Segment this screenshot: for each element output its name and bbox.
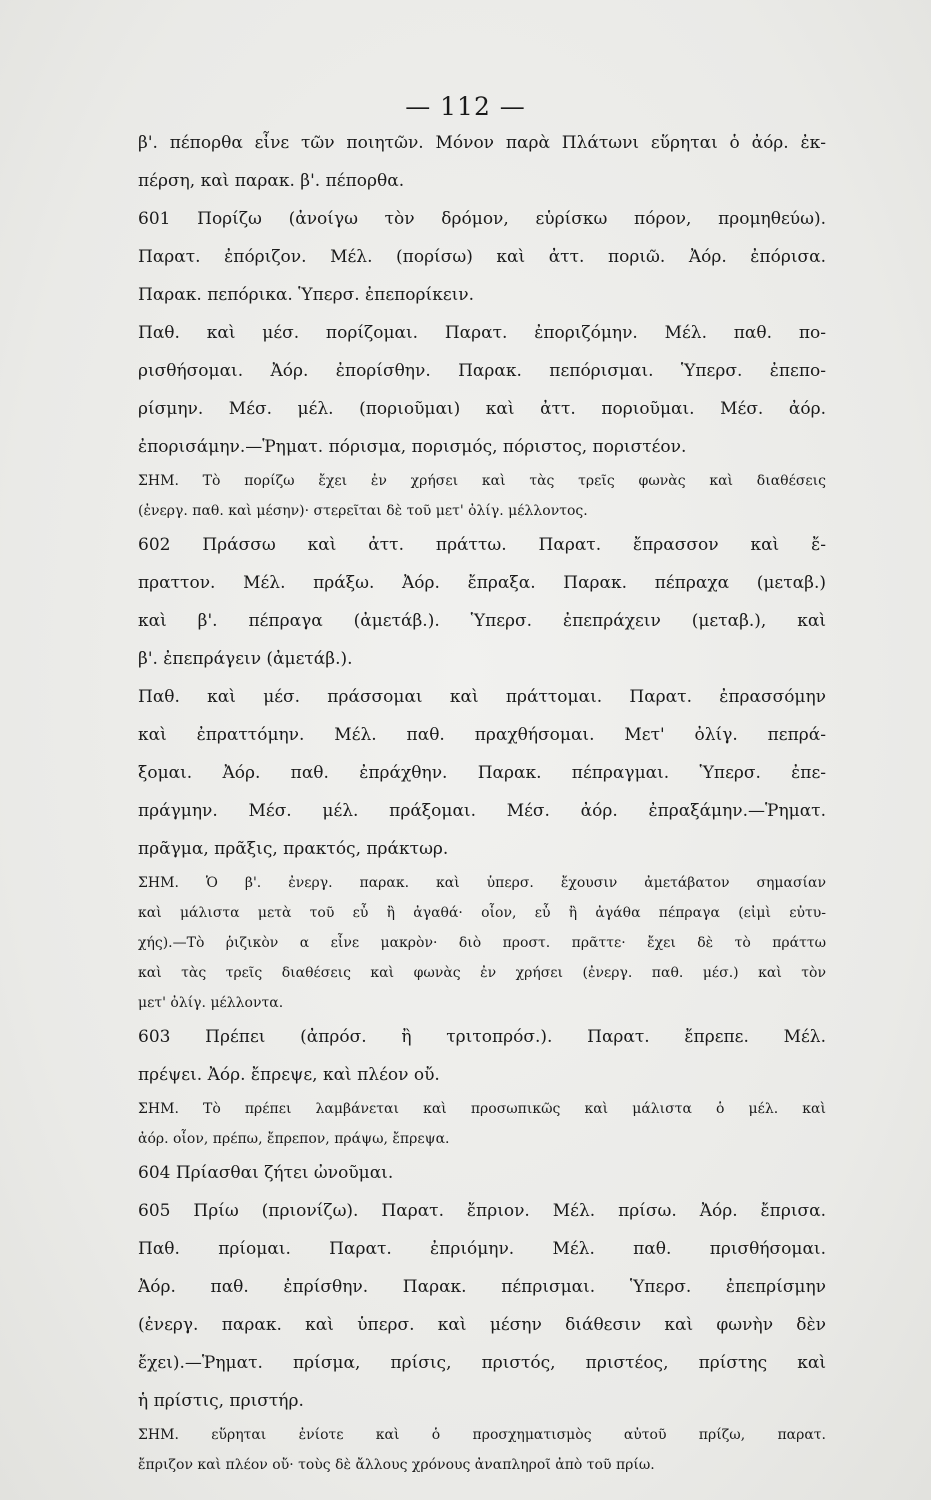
- entry-paragraph: [138, 1154, 826, 1192]
- text-line: 605 Πρίω (πριονίζω). Παρατ. ἔπριον. Μέλ. πρίσω. Ἀόρ. ἔπρισα.: [138, 1201, 826, 1221]
- text-line: μετ' ὀλίγ. μέλλοντα.: [138, 995, 284, 1011]
- text-line: 602 Πράσσω καὶ ἀττ. πράττω. Παρατ. ἔπρασσον καὶ ἔ-: [138, 535, 826, 555]
- text-line: Παθ. καὶ μέσ. πορίζομαι. Παρατ. ἐποριζόμην. Μέλ. παθ. πο-: [138, 323, 826, 343]
- text-line: ἔχει).—Ῥηματ. πρίσμα, πρίσις, πριστός, πριστέος, πρίστης καὶ: [138, 1353, 826, 1373]
- text-line: καὶ β'. πέπραγα (ἀμετάβ.). Ὑπερσ. ἐπεπράχειν (μεταβ.), καὶ: [138, 611, 826, 631]
- text-line: πρέψει. Ἀόρ. ἔπρεψε, καὶ πλέον οὔ.: [138, 1065, 440, 1085]
- text-line: Παθ. πρίομαι. Παρατ. ἐπριόμην. Μέλ. παθ. πρισθήσομαι.: [138, 1239, 826, 1259]
- text-line: ΣΗΜ. Ὁ β'. ἐνεργ. παρακ. καὶ ὑπερσ. ἔχουσιν ἀμετάβατον σημασίαν: [138, 875, 826, 891]
- text-line: β'. πέπορθα εἶνε τῶν ποιητῶν. Μόνον παρὰ Πλάτωνι εὕρηται ὁ ἀόρ. ἐκ-: [138, 133, 826, 153]
- text-line: χής).—Τὸ ῥιζικὸν α εἶνε μακρὸν· διὸ προστ. πρᾶττε· ἔχει δὲ τὸ πράττω: [138, 935, 826, 951]
- text-line: (ἐνεργ. παρακ. καὶ ὑπερσ. καὶ μέσην διάθεσιν καὶ φωνὴν δὲν: [138, 1315, 826, 1335]
- text-line: ἀόρ. οἷον, πρέπω, ἔπρεπον, πράψω, ἔπρεψα.: [138, 1131, 450, 1147]
- entry-paragraph: [138, 314, 826, 466]
- text-line: Παρατ. ἐπόριζον. Μέλ. (πορίσω) καὶ ἀττ. ποριῶ. Ἀόρ. ἐπόρισα.: [138, 247, 826, 267]
- text-line: πρᾶγμα, πρᾶξις, πρακτός, πράκτωρ.: [138, 839, 449, 859]
- text-line: καὶ μάλιστα μετὰ τοῦ εὖ ἢ ἀγαθά· οἷον, εὖ ἢ ἀγάθα πέπραγα (εἰμὶ εὐτυ-: [138, 905, 826, 921]
- text-line: καὶ ἐπραττόμην. Μέλ. παθ. πραχθήσομαι. Μετ' ὀλίγ. πεπρά-: [138, 725, 826, 745]
- text-line: ρίσμην. Μέσ. μέλ. (ποριοῦμαι) καὶ ἀττ. ποριοῦμαι. Μέσ. ἀόρ.: [138, 399, 826, 419]
- text-line: πραττον. Μέλ. πράξω. Ἀόρ. ἔπραξα. Παρακ. πέπραχα (μεταβ.): [138, 573, 826, 593]
- note-paragraph: [138, 466, 826, 526]
- text-line: πράγμην. Μέσ. μέλ. πράξομαι. Μέσ. ἀόρ. ἐπραξάμην.—Ῥηματ.: [138, 801, 826, 821]
- text-line: β'. ἐπεπράγειν (ἀμετάβ.).: [138, 649, 353, 669]
- note-paragraph: [138, 868, 826, 1018]
- text-line: Παθ. καὶ μέσ. πράσσομαι καὶ πράττομαι. Παρατ. ἐπρασσόμην: [138, 687, 826, 707]
- text-line: ΣΗΜ. Τὸ πρέπει λαμβάνεται καὶ προσωπικῶς καὶ μάλιστα ὁ μέλ. καὶ: [138, 1101, 826, 1117]
- entry-paragraph: [138, 200, 826, 314]
- note-paragraph: [138, 1420, 826, 1480]
- note-paragraph: [138, 1094, 826, 1154]
- text-line: ρισθήσομαι. Ἀόρ. ἐπορίσθην. Παρακ. πεπόρισμαι. Ὑπερσ. ἐπεπο-: [138, 361, 826, 381]
- text-line: 601 Πορίζω (ἀνοίγω τὸν δρόμον, εὑρίσκω πόρον, προμηθεύω).: [138, 209, 826, 229]
- entry-paragraph: [138, 678, 826, 868]
- page-number: — 112 —: [405, 92, 526, 121]
- entry-paragraph: [138, 526, 826, 678]
- page-body: [138, 124, 826, 1480]
- text-line: ΣΗΜ. Τὸ πορίζω ἔχει ἐν χρήσει καὶ τὰς τρεῖς φωνὰς καὶ διαθέσεις: [138, 473, 826, 489]
- text-line: ἔπριζον καὶ πλέον οὔ· τοὺς δὲ ἄλλους χρόνους ἀναπληροῖ ἀπὸ τοῦ πρίω.: [138, 1457, 655, 1473]
- text-line: 603 Πρέπει (ἀπρόσ. ἢ τριτοπρόσ.). Παρατ. ἔπρεπε. Μέλ.: [138, 1027, 826, 1047]
- entry-paragraph: [138, 1018, 826, 1094]
- text-line: Παρακ. πεπόρικα. Ὑπερσ. ἐπεπορίκειν.: [138, 285, 475, 305]
- text-line: ἡ πρίστις, πριστήρ.: [138, 1391, 304, 1411]
- text-line: πέρση, καὶ παρακ. β'. πέπορθα.: [138, 171, 405, 191]
- text-line: καὶ τὰς τρεῖς διαθέσεις καὶ φωνὰς ἐν χρήσει (ἐνεργ. παθ. μέσ.) καὶ τὸν: [138, 965, 826, 981]
- entry-paragraph: [138, 124, 826, 200]
- text-line: 604 Πρίασθαι ζήτει ὠνοῦμαι.: [138, 1163, 394, 1183]
- text-line: ξομαι. Ἀόρ. παθ. ἐπράχθην. Παρακ. πέπραγμαι. Ὑπερσ. ἐπε-: [138, 763, 826, 783]
- text-line: (ἐνεργ. παθ. καὶ μέσην)· στερεῖται δὲ τοῦ μετ' ὀλίγ. μέλλοντος.: [138, 503, 588, 519]
- entry-paragraph: [138, 1192, 826, 1420]
- text-line: Ἀόρ. παθ. ἐπρίσθην. Παρακ. πέπρισμαι. Ὑπερσ. ἐπεπρίσμην: [138, 1277, 826, 1297]
- text-line: ἐπορισάμην.—Ῥηματ. πόρισμα, πορισμός, πόριστος, ποριστέον.: [138, 437, 687, 457]
- text-line: ΣΗΜ. εὕρηται ἐνίοτε καὶ ὁ προσχηματισμὸς αὐτοῦ πρίζω, παρατ.: [138, 1427, 826, 1443]
